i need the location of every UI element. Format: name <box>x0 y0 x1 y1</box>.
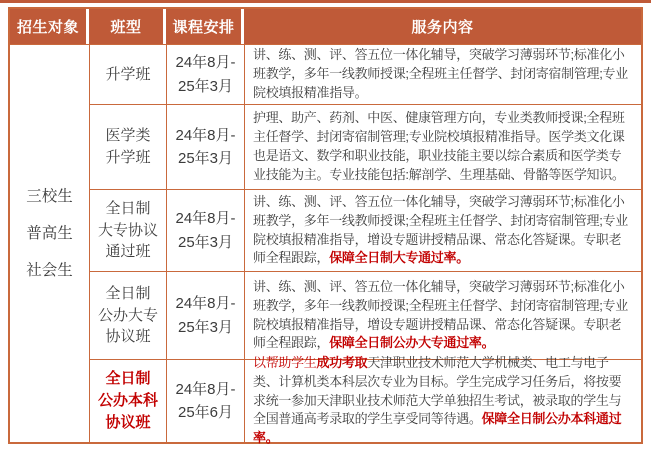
schedule-cell <box>166 44 244 104</box>
service-content-cell <box>244 104 641 189</box>
service-text <box>253 354 633 448</box>
service-text-segment: 讲、练、测、评、答五位一体化辅导，突破学习薄弱环节;标准化小班教学，多年一线教师授课;全程班主任督学、封闭寄宿制管理;专业院校填报精准指导，增设专题讲授精品课、常态化答疑课。专职老师全程跟踪， <box>253 278 628 351</box>
service-text <box>253 193 633 268</box>
service-content-cell <box>244 354 641 446</box>
class-type-cell <box>89 189 166 271</box>
column-header-service: 服务内容 <box>244 9 641 44</box>
schedule-line: 25年6月 <box>177 404 234 421</box>
schedule-line: 24年8月- <box>175 54 236 72</box>
audience-line: 普高生 <box>26 224 73 242</box>
column-header-audience: 招生对象 <box>10 9 89 44</box>
top-border-line <box>0 0 651 3</box>
service-text-segment: 成功考取 <box>316 354 368 370</box>
service-text-segment: 护理、助产、药剂、中医、健康管理方向，专业类教师授课;全程班主任督学、封闭寄宿制管理;专业院校填报精准指导。医学类文化课也是语文、数学和职业技能，职业技能主要以综合素质和医学类专业技能为主。专业技能包括:解剖学、生理基础、骨骼等医学知识。 <box>253 110 625 182</box>
schedule-line: 24年8月- <box>175 295 236 313</box>
service-content-cell <box>244 271 641 359</box>
class-type-line: 协议班 <box>105 328 151 346</box>
class-type-line: 升学班 <box>105 149 151 166</box>
class-type-line: 全日制 <box>105 199 151 217</box>
class-type-line: 公办本科 <box>97 392 158 410</box>
class-type-cell <box>89 104 166 189</box>
service-text-segment: 天津职业技术师范大学机械类、电工与电子类、计算机类本科层次专业为目标。学生完成学习任务后，将按要求统一参加天津职业技术师范大学单独招生考试，被录取的学生与全国普通高考录取的学生享受同等待遇。 <box>253 354 622 427</box>
class-type-line: 通过班 <box>105 243 151 261</box>
service-content-cell <box>244 44 641 104</box>
class-type-cell <box>89 44 166 104</box>
service-text-segment: 保障全日制公办本科通过率。 <box>253 411 622 446</box>
schedule-line: 25年3月 <box>177 77 234 95</box>
schedule-cell <box>166 271 244 359</box>
class-type-line: 全日制 <box>105 284 151 302</box>
service-text-segment: 讲、练、测、评、答五位一体化辅导，突破学习薄弱环节;标准化小班教学，多年一线教师授课;全程班主任督学、封闭寄宿制管理;专业院校填报精准指导，增设专题讲授精品课、常态化答疑课。专职老师全程跟踪， <box>253 193 628 266</box>
class-type-line: 升学班 <box>105 65 151 83</box>
audience-cell <box>10 44 89 442</box>
service-text-segment: 以帮助学生 <box>253 354 317 370</box>
schedule-cell <box>166 189 244 271</box>
schedule-line: 24年8月- <box>175 126 236 144</box>
service-text <box>253 46 633 103</box>
service-text-segment: 保障全日制公办大专通过率。 <box>329 335 495 351</box>
column-header-class-type: 班型 <box>89 9 166 44</box>
service-text <box>253 278 633 353</box>
schedule-cell <box>166 104 244 189</box>
class-type-line: 公办大专 <box>97 306 158 324</box>
class-type-cell <box>89 359 166 442</box>
service-text-segment: 保障全日制大专通过率。 <box>329 250 469 266</box>
audience-line: 三校生 <box>26 187 73 205</box>
class-type-line: 大专协议 <box>97 221 158 239</box>
enrollment-table <box>8 7 643 444</box>
schedule-cell <box>166 359 244 442</box>
schedule-line: 24年8月- <box>175 210 236 228</box>
schedule-line: 25年3月 <box>177 318 234 336</box>
class-type-line: 全日制 <box>105 370 151 388</box>
service-content-cell <box>244 189 641 271</box>
class-type-cell <box>89 271 166 359</box>
class-type-line: 医学类 <box>105 127 151 145</box>
schedule-line: 24年8月- <box>175 380 236 398</box>
service-text <box>253 109 633 184</box>
class-type-line: 协议班 <box>105 413 151 431</box>
service-text-segment: 讲、练、测、评、答五位一体化辅导，突破学习薄弱环节;标准化小班教学，多年一线教师授课;全程班主任督学、封闭寄宿制管理;专业院校填报精准指导。 <box>253 47 628 100</box>
audience-line: 社会生 <box>26 261 73 279</box>
schedule-line: 25年3月 <box>177 150 234 167</box>
schedule-line: 25年3月 <box>177 233 234 251</box>
column-header-schedule: 课程安排 <box>166 9 244 44</box>
